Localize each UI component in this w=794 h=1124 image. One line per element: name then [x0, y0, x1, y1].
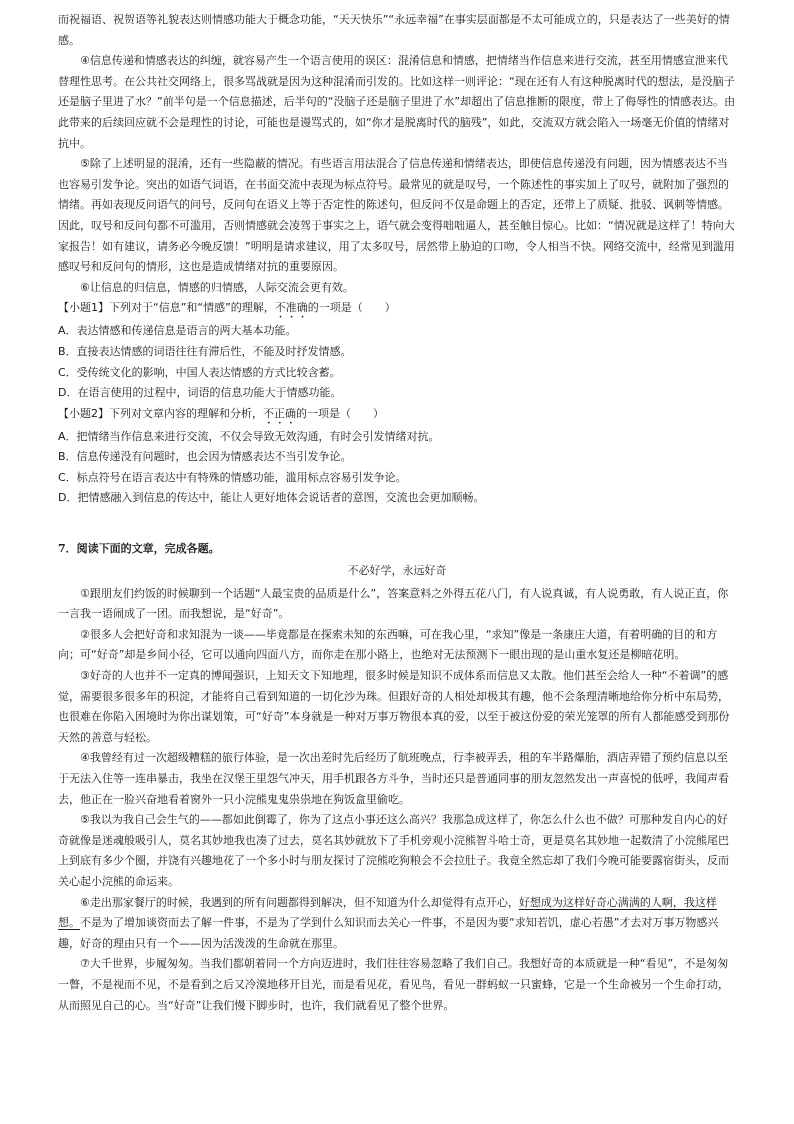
article-paragraph-2: ②很多人会把好奇和求知混为一谈——毕竟都是在探索未知的东西嘛，可在我心里，“求知”像是一条康庄大道，有着明确的目的和方向；可“好奇”却是乡间小径，它可以通向四面八方，而你走在那小路上，也绝对无法预测下一眼出现的是山重水复还是柳暗花明。 — [58, 627, 718, 662]
article-paragraph-4: ④我曾经有过一次超级糟糕的旅行体验，是一次出差时先后经历了航班晚点，行李被弄丢，租的车半路爆胎，酒店弄错了预约信息以至于无法入住等一连串暴击，我坐在汉堡王里怨气冲天，用手机跟各方斗争，当时还只是普通同事的朋友忽然发出一声喜悦的低呼，我闻声看去，他正在一脸兴奋地看着窗外一只小浣熊鬼鬼祟祟地在狗饭盒里偷吃。 — [58, 751, 729, 806]
passage1-paragraph-5: ⑤除了上述明显的混淆，还有一些隐蔽的情况。有些语言用法混合了信息传递和情绪表达，即使信息传递没有问题，因为情感表达不当也容易引发争论。突出的如语气词语，在书面交流中表现为标点符号。最常见的就是叹号，一个陈述性的事实加上了叹号，就附加了强烈的情绪。再如表现反问语气的问号，反问句在语义上等于否定性的陈述句，但反问不仅是命题上的否定，还带上了质疑、批驳、讽刺等情感。因此，叹号和反问句都不可滥用，否则情感就会凌驾于事实之上，语气就会变得咄咄逼人，甚至触目惊心。比如：“情况就是这样了！特向大家报告！如有建议，请务必今晚反馈！”明明是请求建议，用了太多叹号，居然带上胁迫的口吻，令人相当不快。网络交流中，经常见到滥用感叹号和反问句的情形，这也是造成情绪对抗的重要原因。 — [58, 157, 735, 274]
question-1-option-b: B．直接表达情感的词语往往有滞后性，不能及时抒发情感。 — [58, 344, 352, 358]
question-1-stem: 【小题1】下列对于“信息”和“情感”的理解，不准确的一项是（ ） — [58, 301, 396, 315]
question-2-stem: 【小题2】下列对文章内容的理解和分析，不正确的一项是（ ） — [58, 406, 384, 420]
article-paragraph-5: ⑤我以为我自己会生气的——都如此倒霉了，你为了这点小事还这么高兴？我那急成这样了，你怎么什么也不做？可那种发自内心的好奇就像是迷魂般吸引人，莫名其妙地我也凑了过去，莫名其妙就放下了手机旁观小浣熊智斗哈士奇，更是莫名其妙地一起数清了小浣熊尾巴上到底有多少个圈，并饶有兴趣地花了一个多小时与朋友探讨了浣熊吃狗粮会不会拉肚子。我竟全然忘却了我们今晚可能要露宿街头，反而关心起小浣熊的命运来。 — [58, 813, 729, 888]
question-1-option-d: D．在语言使用的过程中，词语的信息功能大于情感功能。 — [58, 386, 342, 400]
passage1-paragraph-4: ④信息传递和情感表达的纠缠，就容易产生一个语言使用的误区：混淆信息和情感，把情绪当作信息来进行交流，甚至用情感宣泄来代替理性思考。在公共社交网络上，很多骂战就是因为这种混淆而引发的。比如这样一则评论：“现在还有人有这种脱离时代的想法，是没脑子还是脑子里进了水？”前半句是一个信息描述，后半句的“没脑子还是脑子里进了水”却超出了信息推断的限度，带上了侮辱性的情感表达。由此带来的后续回应就不会是理性的讨论，可能也是谩骂式的，如“你才是脱离时代的脑残”，如此，交流双方就会陷入一场毫无价值的情绪对抗中。 — [58, 54, 736, 150]
question-7-header: 7．阅读下面的文章，完成各题。 — [58, 542, 220, 556]
emphasis-text: 不准确 — [274, 301, 308, 315]
question-1-option-c: C．受传统文化的影响，中国人表达情感的方式比较含蓄。 — [58, 365, 341, 379]
page-content — [58, 10, 736, 1016]
article-paragraph-6: ⑥走出那家餐厅的时候，我遇到的所有问题都得到解决，但不知道为什么却觉得有点开心，好想成为这样好奇心满满的人啊，我这样想。不是为了增加谈资而去了解一件事，不是为了学到什么知识而去关心一件事，不是因为要“求知若饥，虚心若愚”才去对万事万物感兴趣，好奇的理由只有一个——因为活泼泼的生命就在那里。 — [58, 895, 719, 950]
article-paragraph-7: ⑦大千世界，步履匆匆。当我们都朝着同一个方向迈进时，我们往往容易忽略了我们自己。我想好奇的本质就是一种“看见”，不是匆匆一瞥，不是视而不见，不是看到之后又冷漠地移开目光，而是看见花，看见鸟，看见一群蚂蚁一只蜜蜂，它是一个生命被另一个生命打动，从而照见自己的心。当“好奇”让我们慢下脚步时，也许，我们就看见了整个世界。 — [58, 957, 729, 1012]
question-2-option-d: D．把情感融入到信息的传达中，能让人更好地体会说话者的意图，交流也会更加顺畅。 — [58, 491, 485, 505]
question-2-option-b: B．信息传递没有问题时，也会因为情感表达不当引发争论。 — [58, 450, 352, 464]
emphasis-text: 不正确 — [263, 406, 296, 420]
section-gap — [58, 509, 736, 539]
question-2-option-a: A．把情绪当作信息来进行交流，不仅会导致无效沟通，有时会引发情绪对抗。 — [58, 429, 440, 443]
article-title: 不必好学，永远好奇 — [347, 564, 447, 578]
underlined-sentence: 好想成为这样好奇心满满的人啊，我这样想。 — [58, 895, 717, 930]
passage1-paragraph-6: ⑥让信息的归信息，情感的归情感，人际交流会更有效。 — [80, 280, 354, 294]
passage1-continuation: 而祝福语、祝贺语等礼貌表达则情感功能大于概念功能，“天天快乐”“永远幸福”在事实层面都是不太可能成立的，只是表达了一些美好的情感。 — [58, 13, 730, 47]
article-paragraph-3: ③好奇的人也并不一定真的博闻强识，上知天文下知地理，很多时候是知识不成体系而信息又太散。他们甚至会给人一种“不着调”的感觉，需要很多很多年的积淀，才能将自己看到知道的一切化沙为珠。但跟好奇的人相处却极其有趣，他不会条理清晰地给你分析中东局势，也很难在你陷入困境时为你出谋划策，可“好奇”本身就是一种对万事万物很本真的爱，以至于被这份爱的荣光笼罩的所有人都能感受到那份天然的善意与轻松。 — [58, 669, 730, 744]
article-paragraph-1: ①跟朋友们约饭的时候聊到一个话题“人最宝贵的品质是什么”，答案意料之外得五花八门，有人说真诚，有人说勇敢，有人说正直，你一言我一语闹成了一团。而我想说，是“好奇”。 — [58, 586, 729, 621]
question-2-option-c: C．标点符号在语言表达中有特殊的情感功能，滥用标点容易引发争论。 — [58, 470, 407, 484]
question-1-option-a: A．表达情感和传递信息是语言的两大基本功能。 — [58, 324, 297, 338]
